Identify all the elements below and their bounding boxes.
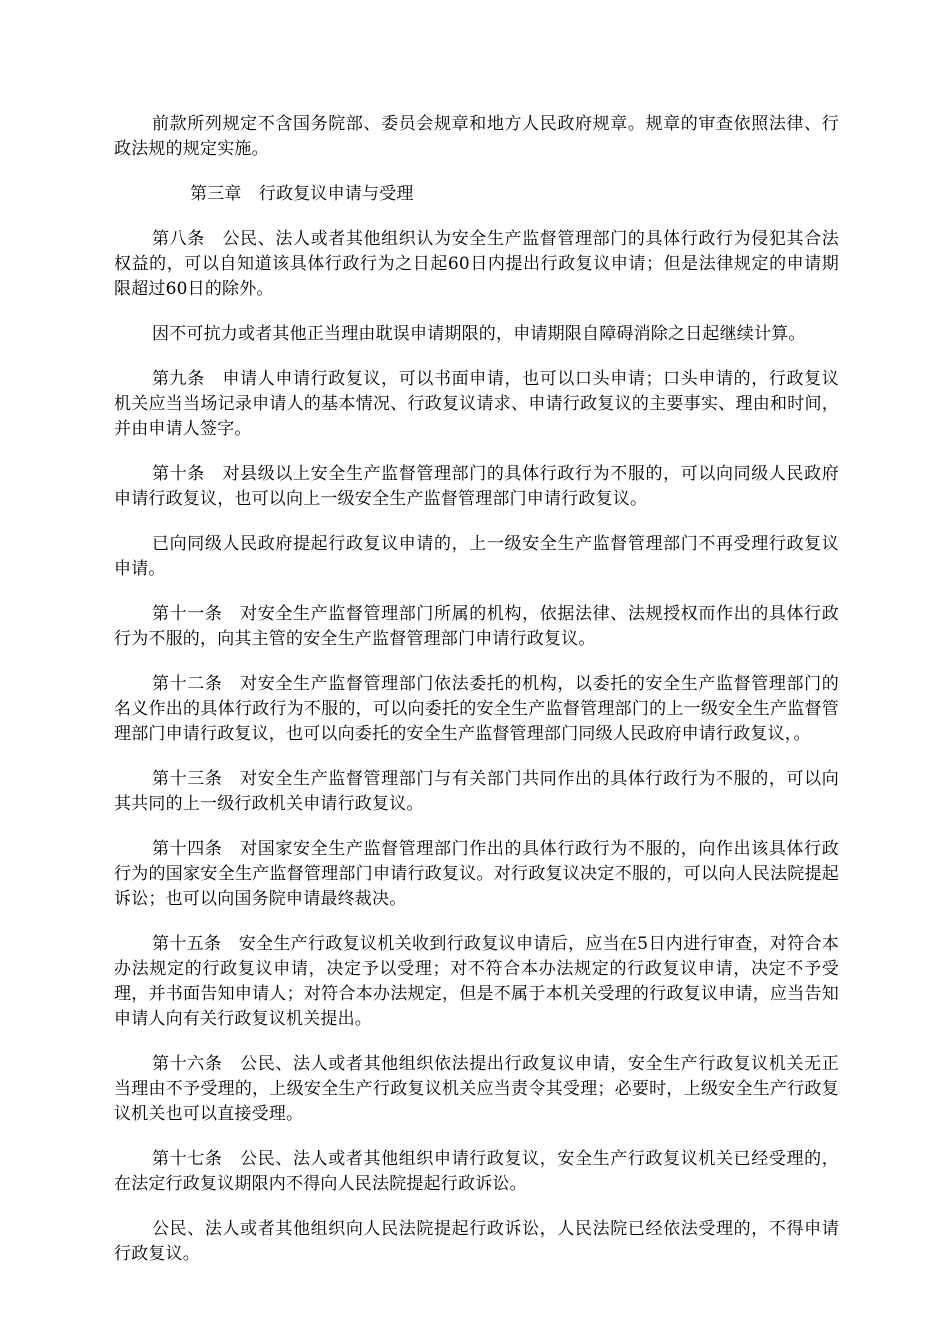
article-15-paragraph: 第十五条 安全生产行政复议机关收到行政复议申请后，应当在5日内进行审查，对符合本办法规定的行政复议申请，决定予以受理；对不符合本办法规定的行政复议申请，决定不予受理，并书面告知申请人；对符合本办法规定，但是不属于本机关受理的行政复议申请，应当告知申请人向有关行政复议机关提出。	[114, 934, 839, 1029]
intro-paragraph: 前款所列规定不含国务院部、委员会规章和地方人民政府规章。规章的审查依照法律、行政法规的规定实施。	[114, 114, 839, 159]
article-13-paragraph: 第十三条 对安全生产监督管理部门与有关部门共同作出的具体行政行为不服的，可以向其共同的上一级行政机关申请行政复议。	[114, 769, 839, 814]
article-14-paragraph: 第十四条 对国家安全生产监督管理部门作出的具体行政行为不服的，向作出该具体行政行为的国家安全生产监督管理部门申请行政复议。对行政复议决定不服的，可以向人民法院提起诉讼；也可以向国务院申请最终裁决。	[114, 839, 839, 909]
article-10-paragraph: 第十条 对县级以上安全生产监督管理部门的具体行政行为不服的，可以向同级人民政府申请行政复议，也可以向上一级安全生产监督管理部门申请行政复议。	[114, 464, 839, 509]
document-page	[114, 112, 839, 1287]
article-16-paragraph: 第十六条 公民、法人或者其他组织依法提出行政复议申请，安全生产行政复议机关无正当理由不予受理的，上级安全生产行政复议机关应当责令其受理；必要时，上级安全生产行政复议机关也可以直接受理。	[114, 1054, 839, 1124]
article-11-paragraph: 第十一条 对安全生产监督管理部门所属的机构，依据法律、法规授权而作出的具体行政行为不服的，向其主管的安全生产监督管理部门申请行政复议。	[114, 604, 839, 649]
article-8-paragraph: 第八条 公民、法人或者其他组织认为安全生产监督管理部门的具体行政行为侵犯其合法权益的，可以自知道该具体行政行为之日起60日内提出行政复议申请；但是法律规定的申请期限超过60日的除外。	[114, 229, 839, 299]
article-10-continuation-paragraph: 已向同级人民政府提起行政复议申请的，上一级安全生产监督管理部门不再受理行政复议申请。	[114, 534, 839, 579]
article-17-continuation-paragraph: 公民、法人或者其他组织向人民法院提起行政诉讼，人民法院已经依法受理的，不得申请行政复议。	[114, 1219, 839, 1264]
article-8-continuation-paragraph: 因不可抗力或者其他正当理由耽误申请期限的，申请期限自障碍消除之日起继续计算。	[152, 324, 806, 344]
article-17-paragraph: 第十七条 公民、法人或者其他组织申请行政复议，安全生产行政复议机关已经受理的，在法定行政复议期限内不得向人民法院提起行政诉讼。	[114, 1149, 839, 1194]
article-9-paragraph: 第九条 申请人申请行政复议，可以书面申请，也可以口头申请；口头申请的，行政复议机关应当当场记录申请人的基本情况、行政复议请求、申请行政复议的主要事实、理由和时间，并由申请人签字。	[114, 369, 839, 439]
chapter-title: 第三章 行政复议申请与受理	[190, 184, 414, 204]
article-12-paragraph: 第十二条 对安全生产监督管理部门依法委托的机构，以委托的安全生产监督管理部门的名义作出的具体行政行为不服的，可以向委托的安全生产监督管理部门的上一级安全生产监督管理部门申请行政复议，也可以向委托的安全生产监督管理部门同级人民政府申请行政复议，。	[114, 674, 839, 744]
